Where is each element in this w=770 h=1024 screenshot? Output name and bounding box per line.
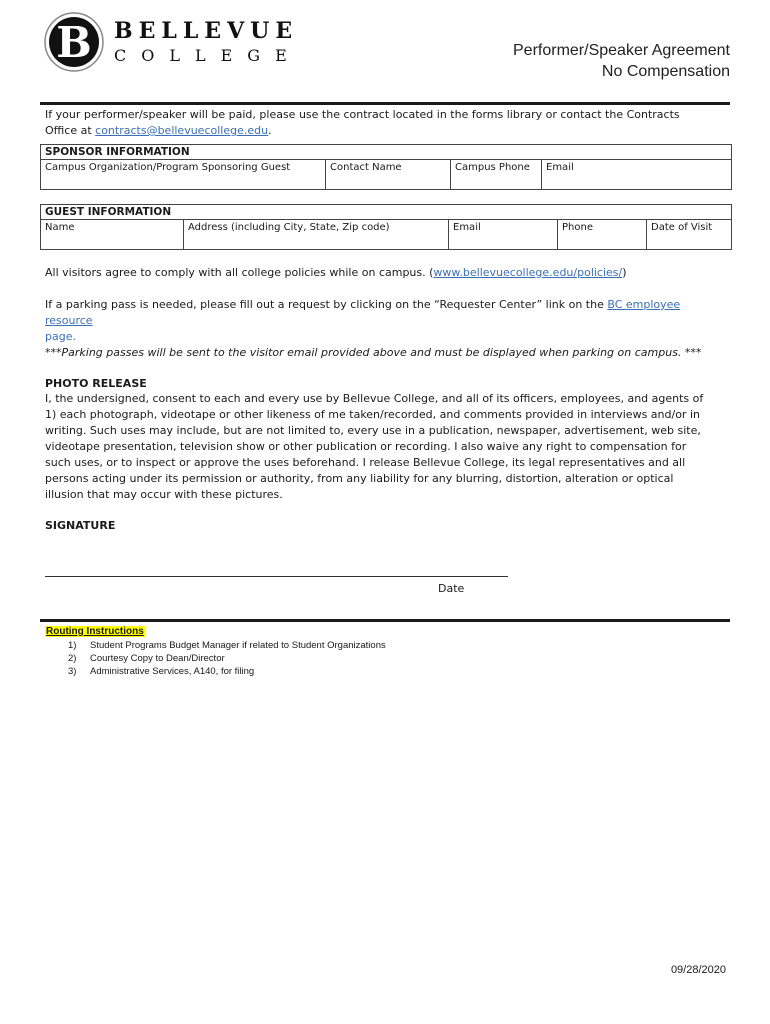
routing-item-number: 1) (68, 640, 77, 651)
title-line-1: Performer/Speaker Agreement (513, 42, 730, 59)
employee-resource-link[interactable]: BC employee resource (45, 298, 681, 327)
sponsor-phone-field[interactable]: Campus Phone (451, 160, 542, 190)
svg-text:B: B (56, 18, 92, 67)
bellevue-college-logo (44, 12, 302, 72)
guest-phone-field[interactable]: Phone (558, 220, 647, 250)
policies-paragraph (45, 265, 710, 281)
logo-word-college: COLLEGE (114, 46, 302, 65)
sponsor-email-field[interactable]: Email (542, 160, 732, 190)
routing-item-number: 2) (68, 653, 77, 664)
parking-text: If a parking pass is needed, please fill out a request by clicking on the “Requester Center” link on the (45, 298, 608, 311)
list-item (68, 652, 386, 665)
routing-item-text: Administrative Services, A140, for filing (90, 666, 255, 677)
title-line-2: No Compensation (601, 63, 730, 80)
intro-text: If your performer/speaker will be paid, please use the contract located in the forms library or contact the Contracts Office at (45, 108, 680, 137)
logo-word-bellevue: BELLEVUE (114, 18, 299, 44)
guest-information-table (40, 204, 732, 250)
policies-link[interactable]: www.bellevuecollege.edu/policies/ (433, 266, 623, 279)
guest-email-field[interactable]: Email (449, 220, 558, 250)
revision-date: 09/28/2020 (670, 964, 726, 976)
document-title (513, 40, 730, 82)
sponsor-information-table (40, 144, 732, 190)
routing-item-text: Student Programs Budget Manager if related to Student Organizations (90, 640, 386, 651)
guest-header: GUEST INFORMATION (41, 205, 732, 220)
routing-list (68, 639, 386, 678)
sponsor-contact-field[interactable]: Contact Name (326, 160, 451, 190)
guest-address-field[interactable]: Address (including City, State, Zip code) (184, 220, 449, 250)
college-seal-icon (44, 12, 104, 72)
parking-note: ***Parking passes will be sent to the visitor email provided above and must be displayed when parking on campus. *** (45, 346, 702, 359)
photo-release-body: I, the undersigned, consent to each and every use by Bellevue College, and all of its officers, employees, and agents of 1) each photograph, videotape or other likeness of me taken/recorded, and comments provided in interviews and/or in writing. Such uses may include, but are not limited to, every use in a publication, newspaper, advertisement, web site, videotape presentation, television show or other publication or recording. I also waive any right to compensation for such uses, or to inspect or approve the uses beforehand. I release Bellevue College, its legal representatives and all persons acting under its permission or authority, from any liability for any blurring, distortion, alteration or optical illusion that may occur with these pictures. (45, 392, 704, 501)
date-label: Date (438, 582, 465, 595)
intro-paragraph (45, 107, 705, 139)
guest-date-field[interactable]: Date of Visit (647, 220, 732, 250)
guest-name-field[interactable]: Name (41, 220, 184, 250)
policies-close-paren: ) (622, 266, 627, 279)
routing-item-number: 3) (68, 666, 77, 677)
list-item (68, 639, 386, 652)
policies-text: All visitors agree to comply with all college policies while on campus. ( (45, 266, 434, 279)
photo-release-heading: PHOTO RELEASE (45, 377, 147, 390)
sponsor-header: SPONSOR INFORMATION (41, 145, 732, 160)
routing-rule (40, 619, 730, 622)
sponsor-org-field[interactable]: Campus Organization/Program Sponsoring Guest (41, 160, 326, 190)
routing-item-text: Courtesy Copy to Dean/Director (90, 653, 225, 664)
signature-line[interactable] (45, 576, 508, 577)
parking-paragraph (45, 297, 710, 345)
intro-period: . (268, 124, 272, 137)
header-rule (40, 102, 730, 105)
routing-instructions-title: Routing Instructions (46, 626, 144, 637)
contracts-email-link[interactable]: contracts@bellevuecollege.edu (95, 124, 269, 137)
list-item (68, 665, 386, 678)
signature-heading: SIGNATURE (45, 519, 116, 532)
employee-resource-link-page[interactable]: page. (45, 330, 76, 343)
